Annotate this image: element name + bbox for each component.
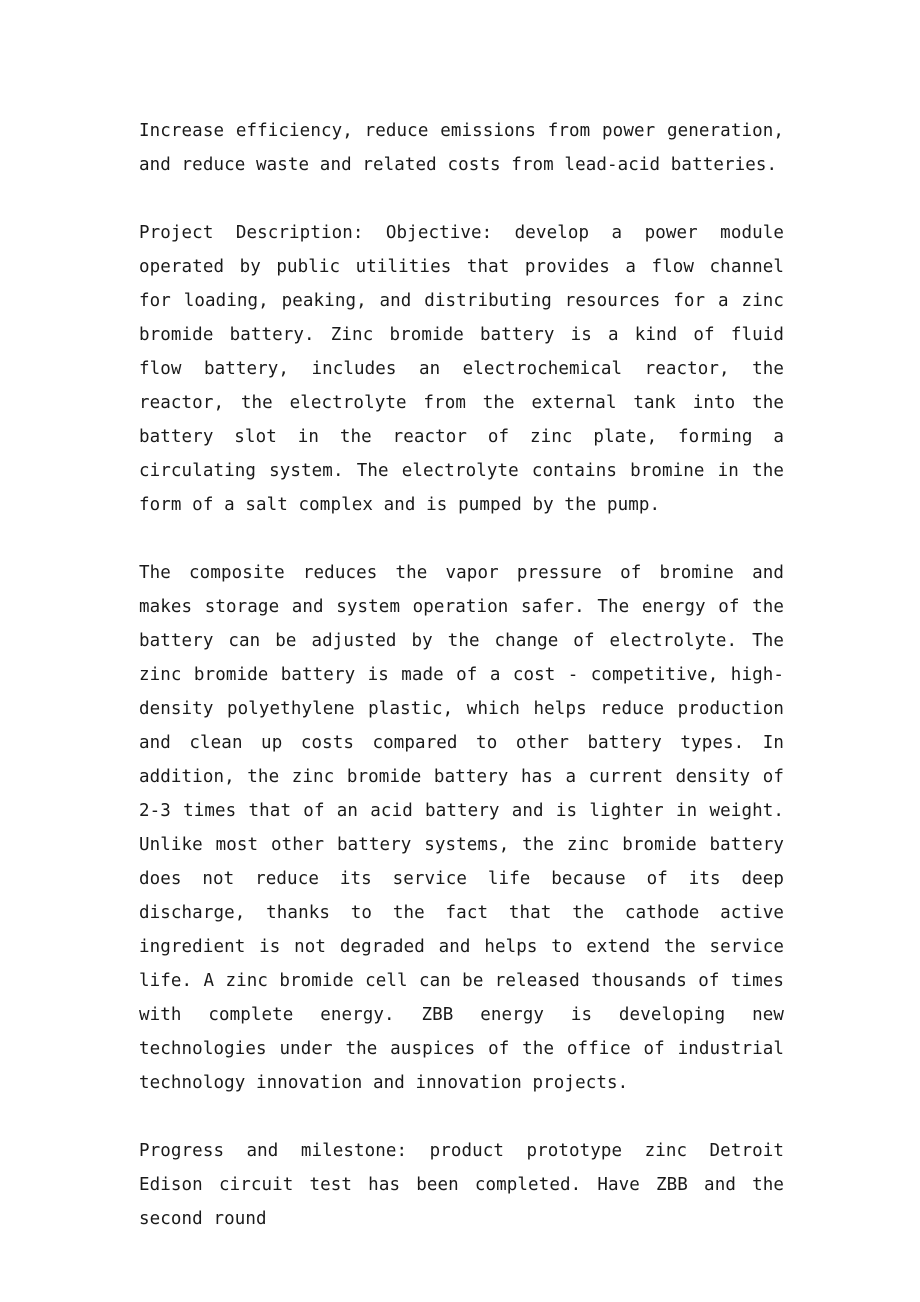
paragraph-composite: The composite reduces the vapor pressure of bromine and makes storage and system operation safer. The energy of the battery can be adjusted by the change of electrolyte. The zinc bromide battery is made of a cost - competitive, high-density polyethylene plastic, which helps reduce production and clean up costs compared to other battery types. In addition, the zinc bromide battery has a current density of 2-3 times that of an acid battery and is lighter in weight. Unlike most other battery systems, the zinc bromide battery does not reduce its service life because of its deep discharge, thanks to the fact that the cathode active ingredient is not degraded and helps to extend the service life. A zinc bromide cell can be released thousands of times with complete energy. ZBB energy is developing new technologies under the auspices of the office of industrial technology innovation and innovation projects. (139, 563, 784, 1093)
document-page (139, 114, 784, 1236)
paragraph-benefits: Increase efficiency, reduce emissions from power generation, and reduce waste and related costs from lead-acid batteries. (139, 121, 784, 175)
paragraph-project-description: Project Description: Objective: develop a power module operated by public utilities that provides a flow channel for loading, peaking, and distributing resources for a zinc bromide battery. Zinc bromide battery is a kind of fluid flow battery, includes an electrochemical reactor, the reactor, the electrolyte from the external tank into the battery slot in the reactor of zinc plate, forming a circulating system. The electrolyte contains bromine in the form of a salt complex and is pumped by the pump. (139, 223, 784, 515)
paragraph-progress-milestone: Progress and milestone: product prototype zinc Detroit Edison circuit test has been completed. Have ZBB and the second round (139, 1141, 784, 1229)
